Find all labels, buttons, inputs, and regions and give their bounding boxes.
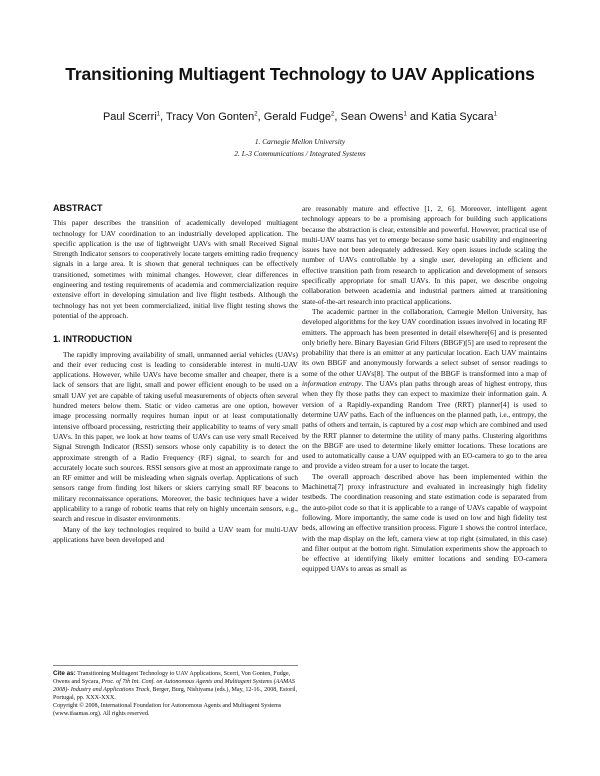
paper-title: Transitioning Multiagent Technology to UAV Applications — [65, 64, 535, 84]
author: Gerald Fudge$^2$, — [263, 111, 341, 123]
citation-label: Cite as: — [53, 670, 76, 677]
introduction-heading: 1. INTRODUCTION — [53, 334, 133, 345]
copyright-text: Copyright © 2008, International Foundation for Autonomous Agents and Multiagent Systems (www.ifaamas.org). All rights reserved. — [53, 703, 282, 718]
affiliation: 2. L-3 Communications / Integrated Systems — [234, 149, 366, 158]
citation-text: Cite as: Transitioning Multiagent Technology to UAV Applications, Scerri, Von Gonten, Fudge, Owens and Sycara, Proc. of 7th Int. Conf. on Autonomous Agents and Multiagent Systems (AAMAS 2008)- Industry and Applications Track, Berger, Burg, Nishiyama (eds.), May, 12-16., 2008, Estoril, Portugal, pp. XXX-XXX. — [53, 670, 298, 702]
right-column — [302, 204, 547, 575]
citation-rule — [53, 665, 298, 666]
author: Katia Sycara$^1$ — [431, 111, 498, 123]
author: Tracy Von Gonten$^2$, — [166, 111, 264, 123]
author: Paul Scerri$^1$, — [102, 111, 167, 123]
body-paragraph: The overall approach described above has been implemented within the Machinetta[7] proxy infrastructure and evaluated in increasingly high fidelity testbeds. The coordination reasoning and state estimation code is separated from the auto-pilot code so that it is applicable to a range of UAVs capable of waypoint following. More importantly, the same code is used on low and high fidelity test beds, allowing an effective transition process. Figure 1 shows the control interface, with the map display on the left, camera view at top right (simulated, in this case) and filter output at the bottom right. Simulation experiments show the approach to be effective at identifying likely emitter locations and sending EO-camera equipped UAVs to areas as small as — [302, 471, 547, 574]
author-list — [0, 111, 600, 123]
affiliation: 1. Carnegie Mellon University — [254, 137, 346, 146]
abstract-text: This paper describes the transition of academically developed multiagent technology for UAV coordination to an industrially developed application. The specific application is the use of lightweight UAVs with small Received Signal Strength Indicator sensors to cooperatively locate targets emitting radio frequency signals in a large area. It is shown that general techniques can be effectively transitioned, sometimes with minimal changes. However, clear differences in engineering and testing requirements of academia and commercialization require extensive effort in developing simulation and live flight testbeds. Although the technology has not yet been commercialized, initial live flight testing shows the potential of the approach. — [53, 218, 298, 320]
intro-paragraph: Many of the key technologies required to build a UAV team for multi-UAV applications have been developed and — [53, 524, 298, 544]
left-column — [53, 203, 298, 545]
body-paragraph: The academic partner in the collaboration, Carnegie Mellon University, has developed algorithms for the key UAV coordination issues involved in locating RF emitters. The approach has been presented in detail elsewhere[6] and is presented only briefly here. Binary Bayesian Grid Filters (BBGF)[5] are used to represent the probability that there is an emitter at any particular location. Each UAV maintains its own BBGF and anonymously forwards a select subset of sensor readings to some of the other UAVs[8]. The output of the BBGF is transformed into a map of information entropy. The UAVs plan paths through areas of highest entropy, thus when they fly those paths they can expect to maximize their information gain. A version of a Rapidly-expanding Random Tree (RRT) planner[4] is used to determine UAV paths. Each of the influences on the planned path, i.e., entropy, the paths of others and terrain, is captured by a cost map which are combined and used by the RRT planner to determine the utility of many paths. Clustering algorithms on the BBGF are used to determine likely emitter locations. These locations are used to automatically cause a UAV equipped with an EO-camera to go to the area and provide a video stream for a user to locate the target. — [302, 306, 547, 471]
citation-block — [53, 670, 298, 719]
body-paragraph: are reasonably mature and effective [1, 2, 6]. Moreover, intelligent agent technology appears to be a promising approach for building such applications because the abstraction is clear, extensible and powerful. However, practical use of multi-UAV teams has yet to emerge because some basic usability and engineering issues have not been adequately addressed. Key open issues include scaling the number of UAVs controllable by a single user, developing an efficient and effective transition path from research to application and development of sensors specifically appropriate for small UAVs. In this paper, we describe ongoing collaboration between academia and industrial partners aimed at transitioning state-of-the-art research into practical applications. — [302, 204, 547, 306]
author: Sean Owens$^1$ and — [340, 111, 432, 123]
abstract-heading: ABSTRACT — [53, 203, 103, 213]
intro-paragraph: The rapidly improving availability of small, unmanned aerial vehicles (UAVs) and their ever reducing cost is leading to considerable interest in multi-UAV applications. However, while UAVs have become smaller and cheaper, there is a lack of sensors that are light, small and power efficient enough to be used on a small UAV yet are capable of taking useful measurements of objects often several hundred meters below them. Static or video cameras are one option, however image processing normally requires human input or at least computationally intensive offboard processing, restricting their applicability to teams of very small UAVs. In this paper, we look at how teams of UAVs can use very small Received Signal Strength Indicator (RSSI) sensors whose only capability is to detect the approximate strength of a Radio Frequency (RF) signal, to search for and accurately locate such sources. RSSI sensors give at most an approximate range to an RF emitter and will be misleading when signals overlap. Applications of such sensors range from finding lost hikers or skiers carrying small RF beacons to military reconnaissance operations. Moreover, the basic techniques have a wider applicability to a range of robotic teams that rely on highly uncertain sensors, e.g., search and rescue in disaster environments. — [53, 349, 298, 524]
affiliations — [0, 136, 600, 160]
